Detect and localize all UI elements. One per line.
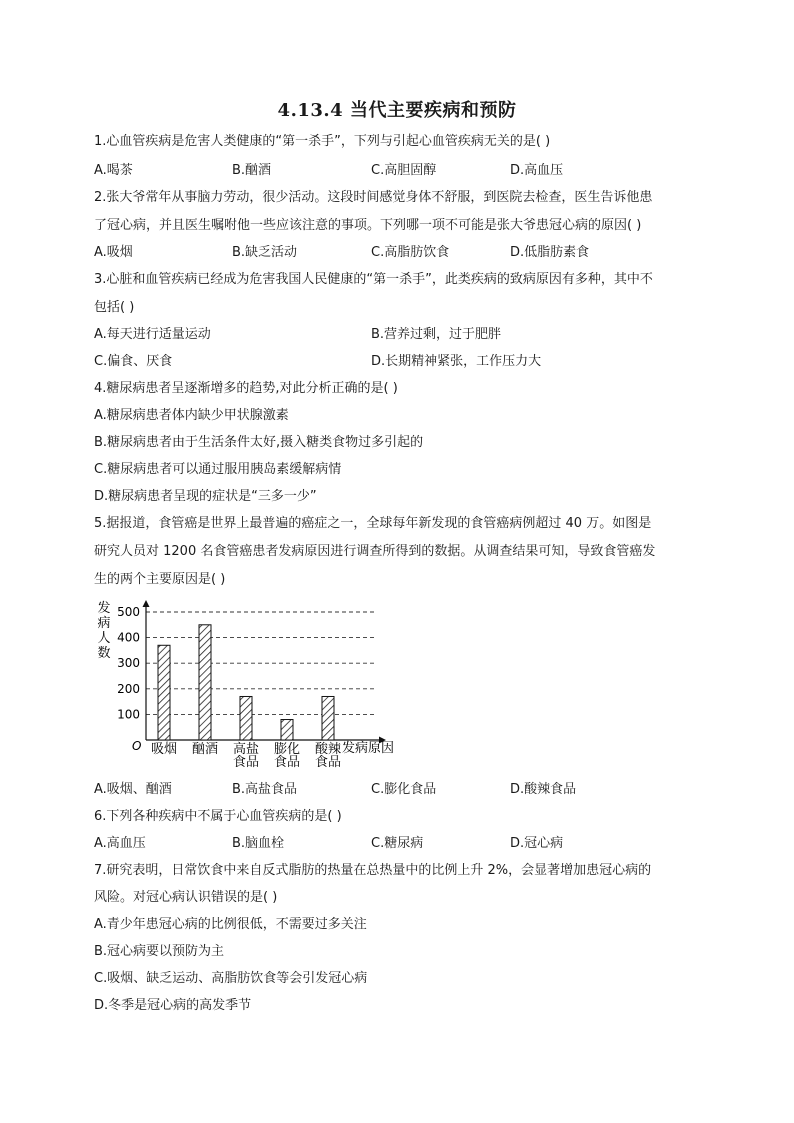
x-tick-label-3-2: 食品 (232, 755, 260, 770)
origin-label: O (132, 739, 142, 753)
y-tick-label-200: 200 (117, 681, 140, 696)
y-tick-label-100: 100 (117, 707, 140, 722)
bar-2 (199, 625, 211, 740)
question-1-option-a: A.喝茶 (94, 163, 133, 178)
question-5-line-1: 5.据报道，食管癌是世界上最普遍的癌症之一，全球每年新发现的食管癌病例超过 40 万。如图是 (94, 516, 652, 531)
question-2-line-1: 2.张大爷常年从事脑力劳动，很少活动。这段时间感觉身体不舒服，到医院去检查，医生告诉他患 (94, 190, 653, 205)
cancer-cause-bar-chart (94, 598, 434, 773)
y-tick-label-300: 300 (117, 656, 140, 671)
bar-4 (281, 720, 293, 740)
x-tick-label-3-1: 高盐 (232, 742, 260, 757)
question-6-option-d: D.冠心病 (510, 836, 564, 851)
y-axis-label-char-2: 病 (97, 616, 111, 631)
page-title: 4.13.4 当代主要疾病和预防 (277, 100, 517, 121)
question-7-line-1: 7.研究表明，日常饮食中来自反式脂肪的热量在总热量中的比例上升 2%，会显著增加患冠心病的 (94, 863, 652, 878)
question-2-option-d: D.低脂肪素食 (510, 245, 590, 260)
question-5-line-3: 生的两个主要原因是( ) (94, 572, 226, 587)
question-6-option-b: B.脑血栓 (232, 836, 285, 851)
question-3-option-d: D.长期精神紧张，工作压力大 (371, 354, 542, 369)
question-4-line-1: 4.糖尿病患者呈逐渐增多的趋势,对此分析正确的是( ) (94, 381, 398, 396)
question-6-option-c: C.糖尿病 (371, 836, 424, 851)
question-5-option-a: A.吸烟、酗酒 (94, 782, 172, 797)
question-1-option-b: B.酗酒 (232, 163, 272, 178)
question-7-option-c: C.吸烟、缺乏运动、高脂肪饮食等会引发冠心病 (94, 971, 368, 986)
question-3-line-2: 包括( ) (94, 300, 135, 315)
x-tick-label-5-2: 食品 (314, 755, 342, 770)
question-4-option-a: A.糖尿病患者体内缺少甲状腺激素 (94, 408, 289, 423)
bar-1 (158, 645, 170, 740)
question-3-option-a: A.每天进行适量运动 (94, 327, 211, 342)
bar-5 (322, 696, 334, 740)
question-1-line-1: 1.心血管疾病是危害人类健康的“第一杀手”，下列与引起心血管疾病无关的是( ) (94, 134, 551, 149)
x-tick-label-1-1: 吸烟 (150, 742, 178, 757)
y-tick-label-500: 500 (117, 605, 140, 619)
question-7-option-b: B.冠心病要以预防为主 (94, 944, 225, 959)
question-4-option-c: C.糖尿病患者可以通过服用胰岛素缓解病情 (94, 462, 342, 477)
question-5-option-b: B.高盐食品 (232, 782, 298, 797)
question-1-option-c: C.高胆固醇 (371, 163, 437, 178)
x-tick-label-4-1: 膨化 (273, 742, 301, 757)
question-1-option-d: D.高血压 (510, 163, 564, 178)
question-7-option-a: A.青少年患冠心病的比例很低，不需要过多关注 (94, 917, 367, 932)
question-7-line-2: 风险。对冠心病认识错误的是( ) (94, 890, 278, 905)
question-6-option-a: A.高血压 (94, 836, 146, 851)
question-6-line-1: 6.下列各种疾病中不属于心血管疾病的是( ) (94, 809, 342, 824)
question-4-option-b: B.糖尿病患者由于生活条件太好,摄入糖类食物过多引起的 (94, 435, 424, 450)
bar-3 (240, 696, 252, 740)
y-axis-arrow (143, 600, 150, 607)
question-7-option-d: D.冬季是冠心病的高发季节 (94, 998, 252, 1013)
x-tick-label-5-1: 酸辣 (314, 742, 342, 757)
question-2-option-b: B.缺乏活动 (232, 245, 298, 260)
question-4-option-d: D.糖尿病患者呈现的症状是“三多一少” (94, 489, 317, 504)
question-3-line-1: 3.心脏和血管疾病已经成为危害我国人民健康的“第一杀手”，此类疾病的致病原因有多种，其中不 (94, 272, 653, 287)
x-tick-label-2-1: 酗酒 (191, 742, 219, 757)
question-2-option-a: A.吸烟 (94, 245, 133, 260)
question-2-line-2: 了冠心病，并且医生嘱咐他一些应该注意的事项。下列哪一项不可能是张大爷患冠心病的原因( ) (94, 218, 642, 233)
question-3-option-c: C.偏食、厌食 (94, 354, 173, 369)
question-2-option-c: C.高脂肪饮食 (371, 245, 450, 260)
question-5-line-2: 研究人员对 1200 名食管癌患者发病原因进行调查所得到的数据。从调查结果可知，导致食管癌发 (94, 544, 656, 559)
question-5-option-d: D.酸辣食品 (510, 782, 577, 797)
question-5-option-c: C.膨化食品 (371, 782, 437, 797)
y-axis-label-char-4: 数 (97, 646, 111, 661)
x-tick-label-4-2: 食品 (273, 755, 301, 770)
x-axis-label: 发病原因 (342, 741, 395, 756)
question-3-option-b: B.营养过剩，过于肥胖 (371, 327, 502, 342)
y-axis-label-char-3: 人 (97, 631, 111, 646)
y-tick-label-400: 400 (117, 630, 140, 645)
y-axis-label-char-1: 发 (97, 601, 111, 616)
